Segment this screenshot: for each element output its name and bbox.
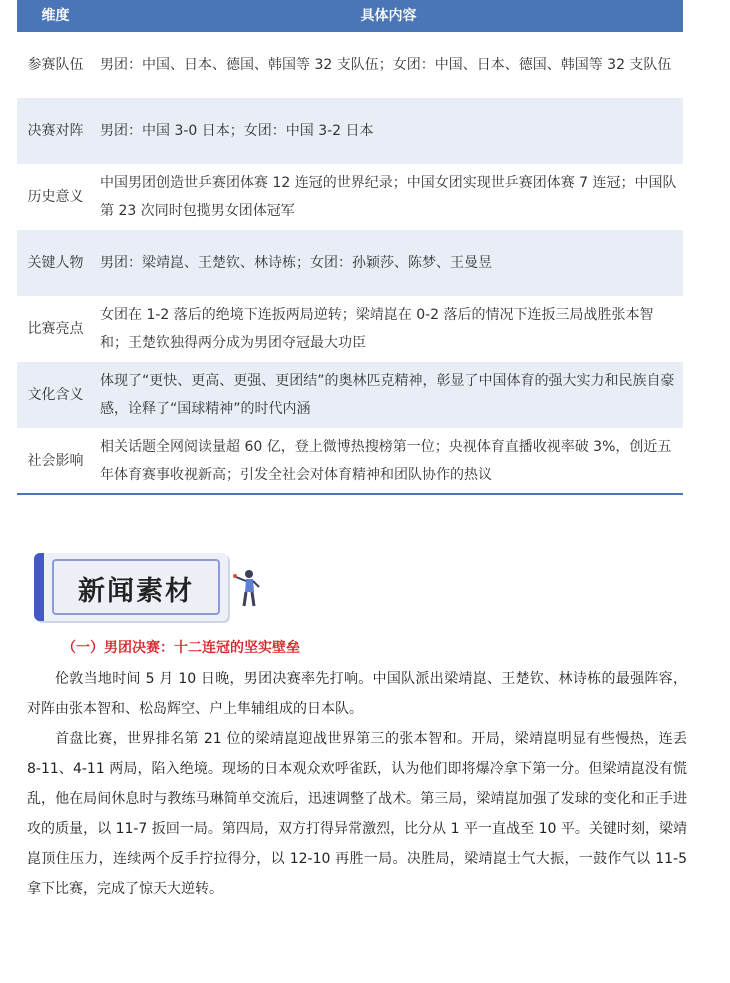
row-content: 中国男团创造世乒赛团体赛 12 连冠的世界纪录；中国女团实现世乒赛团体赛 7 连冠；中国队第 23 次同时包揽男女团体冠军 <box>94 164 683 230</box>
row-dimension: 参赛队伍 <box>17 32 94 98</box>
row-dimension: 社会影响 <box>17 428 94 494</box>
info-table <box>17 0 683 495</box>
row-content: 体现了“更快、更高、更强、更团结”的奥林匹克精神，彰显了中国体育的强大实力和民族自豪感，诠释了“国球精神”的时代内涵 <box>94 362 683 428</box>
news-material-badge <box>34 553 228 621</box>
table-row <box>17 230 683 296</box>
section-heading: （一）男团决赛：十二连冠的坚实壁垒 <box>62 640 300 656</box>
row-content: 女团在 1-2 落后的绝境下连扳两局逆转；梁靖崑在 0-2 落后的情况下连扳三局战胜张本智和；王楚钦独得两分成为男团夺冠最大功臣 <box>94 296 683 362</box>
row-content: 男团：梁靖崑、王楚钦、林诗栋；女团：孙颖莎、陈梦、王曼昱 <box>94 230 683 296</box>
header-content: 具体内容 <box>94 0 683 32</box>
row-dimension: 文化含义 <box>17 362 94 428</box>
table-header-row <box>17 0 683 32</box>
badge-title: 新闻素材 <box>78 576 194 607</box>
table-row <box>17 98 683 164</box>
header-dimension: 维度 <box>17 0 94 32</box>
row-dimension: 比赛亮点 <box>17 296 94 362</box>
table-row <box>17 296 683 362</box>
table-row <box>17 362 683 428</box>
table-row <box>17 428 683 494</box>
table-row <box>17 164 683 230</box>
row-dimension: 历史意义 <box>17 164 94 230</box>
article-body <box>27 664 687 904</box>
table-row <box>17 32 683 98</box>
table-tennis-player-figure-icon <box>232 568 262 608</box>
article-paragraph: 首盘比赛，世界排名第 21 位的梁靖崑迎战世界第三的张本智和。开局，梁靖崑明显有些慢热，连丢 8-11、4-11 两局，陷入绝境。现场的日本观众欢呼雀跃，认为他们即将爆冷拿下第一分。但梁靖崑没有慌乱，他在局间休息时与教练马琳简单交流后，迅速调整了战术。第三局，梁靖崑加强了发球的变化和正手进攻的质量，以 11-7 扳回一局。第四局，双方打得异常激烈，比分从 1 平一直战至 10 平。关键时刻，梁靖崑顶住压力，连续两个反手拧拉得分，以 12-10 再胜一局。决胜局，梁靖崑士气大振，一鼓作气以 11-5 拿下比赛，完成了惊天大逆转。 <box>27 731 687 897</box>
row-content: 相关话题全网阅读量超 60 亿，登上微博热搜榜第一位；央视体育直播收视率破 3%，创近五年体育赛事收视新高；引发全社会对体育精神和团队协作的热议 <box>94 428 683 494</box>
row-dimension: 决赛对阵 <box>17 98 94 164</box>
row-content: 男团：中国、日本、德国、韩国等 32 支队伍；女团：中国、日本、德国、韩国等 32 支队伍 <box>94 32 683 98</box>
row-dimension: 关键人物 <box>17 230 94 296</box>
article-paragraph: 伦敦当地时间 5 月 10 日晚，男团决赛率先打响。中国队派出梁靖崑、王楚钦、林诗栋的最强阵容，对阵由张本智和、松岛辉空、户上隼辅组成的日本队。 <box>27 671 687 717</box>
row-content: 男团：中国 3-0 日本；女团：中国 3-2 日本 <box>94 98 683 164</box>
